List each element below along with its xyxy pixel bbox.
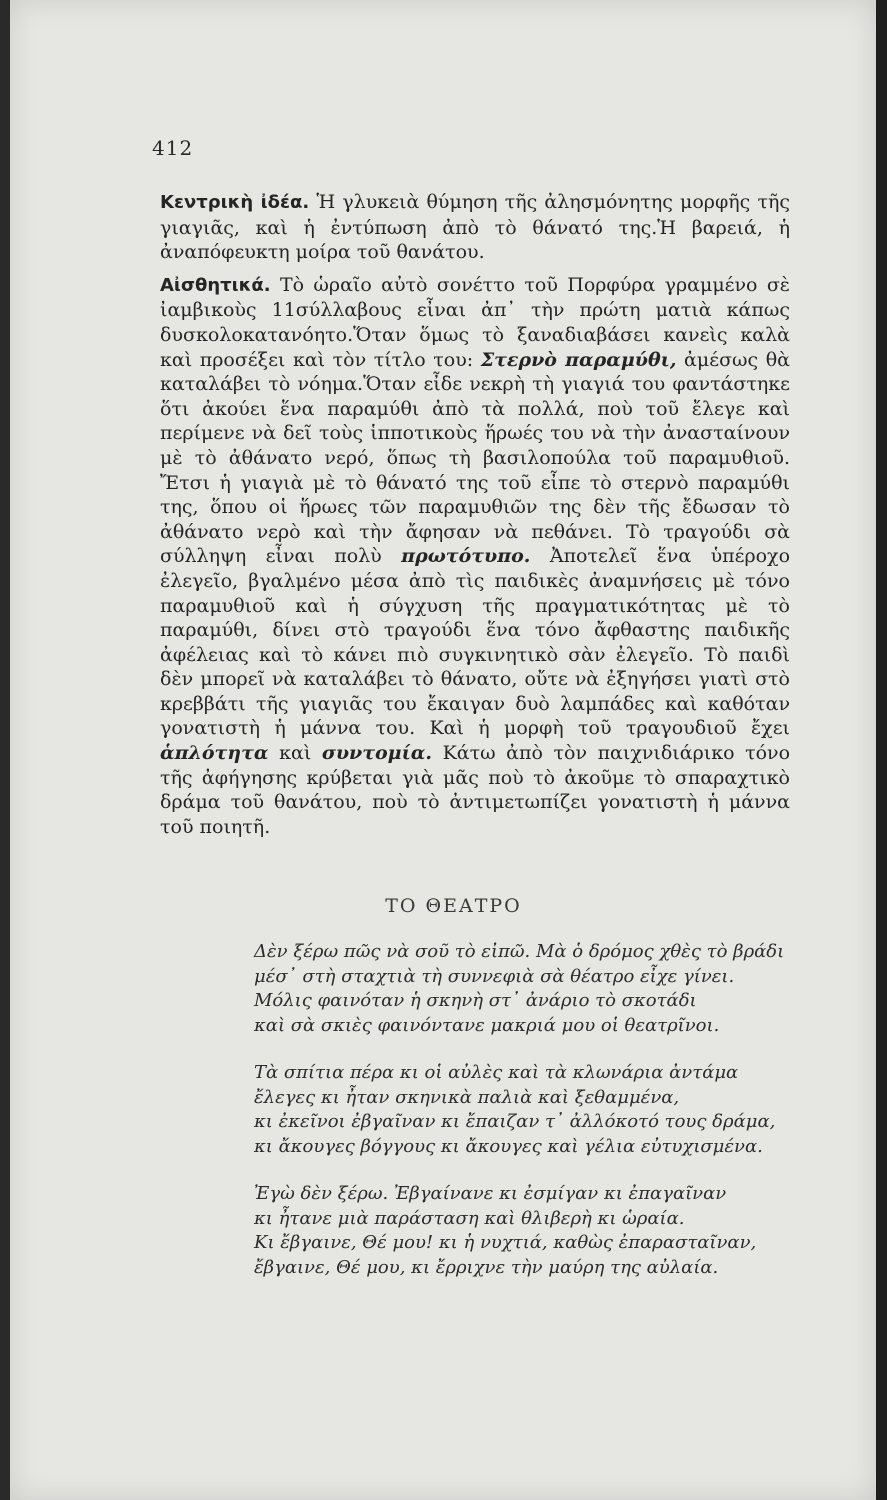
poem-line: καὶ σὰ σκιὲς φαινόντανε μακριά μου οἱ θεατρῖνοι. xyxy=(254,1014,720,1036)
aesthetics-text-4: Κάτω ἀπὸ τὸν παιχνιδιάρικο τόνο τῆς ἀφήγησης κρύβεται γιὰ μᾶς ποὺ τὸ ἀκοῦμε τὸ σπαραχτικὸ δράμα τοῦ θανάτου, ποὺ τὸ ἀντιμετωπίζει γονατιστὴ ἡ μάννα τοῦ ποιητῆ. xyxy=(160,742,791,838)
aesthetics-text-1: Τὸ ὡραῖο αὐτὸ σονέττο τοῦ Πορφύρα γραμμένο σὲ ἰαμβικοὺς 11σύλλαβους εἶναι ἀπ᾽ τὴν πρώτη ματιὰ κάπως δυσκολοκατανόητο.Ὅταν ὅμως τὸ ξαναδιαβάσει κανεὶς καλὰ καὶ προσέξει καὶ τὸν τίτλο του: xyxy=(160,273,790,371)
poem xyxy=(254,940,854,1280)
poem-line: Δὲν ξέρω πῶς νὰ σοῦ τὸ εἰπῶ. Μὰ ὁ δρόμος χθὲς τὸ βράδι xyxy=(254,941,785,962)
aesthetics-text-2: ἀμέσως θὰ καταλάβει τὸ νόημα.Ὅταν εἶδε νεκρὴ τὴ γιαγιά του φαντάστηκε ὅτι ἀκούει ἕνα παραμύθι ἀπὸ τὰ πολλά, ποὺ τοῦ ἔλεγε καὶ περίμενε νὰ δεῖ τοὺς ἱπποτικοὺς ἥρωές του νὰ τὴν ἀνασταίνουν μὲ τὸ ἀθάνατο νερό, ὅπως τὴ βασιλοπούλα τοῦ παραμυθιοῦ. Ἔτσι ἡ γιαγιὰ μὲ τὸ θάνατό της τοῦ εἶπε τὸ στερνὸ παραμύθι της, ὅπου οἱ ἥρωες τῶν παραμυθιῶν της δὲν τῆς ἔδωσαν τὸ ἀθάνατο νερὸ καὶ τὴν ἄφησαν νὰ πεθάνει. Τὸ τραγούδι σὰ σύλληψη εἶναι πολὺ xyxy=(160,348,791,568)
emphasis-brevity: συντομία. xyxy=(321,742,433,765)
commentary-text xyxy=(160,190,790,839)
poem-stanza xyxy=(254,1182,854,1280)
poem-title: ΤΟ ΘΕΑΤΡΟ xyxy=(385,895,522,917)
poem-line: Μόλις φαινόταν ἡ σκηνὴ στ᾽ ἀνάριο τὸ σκοτάδι xyxy=(254,990,697,1011)
aesthetics-text-3: Ἀποτελεῖ ἕνα ὑπέροχο ἐλεγεῖο, βγαλμένο μέσα ἀπὸ τὶς παιδικὲς ἀναμνήσεις μὲ τόνο παραμυθιοῦ καὶ ἡ σύγχυση τῆς πραγματικότητας μὲ τὸ παραμύθι, δίνει στὸ τραγούδι ἕνα τόνο ἄφθαστης παιδικῆς ἀφέλειας καὶ τὸ κάνει πιὸ συγκινητικὸ σὰν ἐλεγεῖο. Τὸ παιδὶ δὲν μπορεῖ νὰ καταλάβει τὸ θάνατο, οὔτε νὰ ἐξηγήσει γιατὶ στὸ κρεββάτι τῆς γιαγιᾶς του ἔκαιγαν δυὸ λαμπάδες καὶ καθόταν γονατιστὴ ἡ μάννα του. Καὶ ἡ μορφὴ τοῦ τραγουδιοῦ ἔχει xyxy=(160,545,791,740)
scan-edge-right xyxy=(876,0,887,1500)
aesthetics-label: Αἰσθητικά. xyxy=(160,274,271,296)
poem-stanza xyxy=(254,940,854,1038)
aesthetics-paragraph xyxy=(160,273,790,840)
poem-line: Ἐγὼ δὲν ξέρω. Ἐβγαίνανε κι ἐσμίγαν κι ἐπαγαῖναν xyxy=(254,1183,727,1204)
scan-edge-left xyxy=(0,0,10,1500)
poem-stanza xyxy=(254,1061,854,1159)
central-idea-label: Κεντρικὴ ἰδέα. xyxy=(160,192,310,213)
central-idea-text: Ἡ γλυκειὰ θύμηση τῆς ἀλησμόνητης μορφῆς τῆς γιαγιᾶς, καὶ ἡ ἐντύπωση ἀπὸ τὸ θάνατό της.Ἡ βαρειά, ἡ ἀναπόφευκτη μοίρα τοῦ θανάτου. xyxy=(160,191,790,264)
emphasis-title: Στερνὸ παραμύθι, xyxy=(480,348,677,371)
poem-line: κι ἦτανε μιὰ παράσταση καὶ θλιβερὴ κι ὡραία. xyxy=(254,1207,685,1229)
poem-line: μέσ᾽ στὴ σταχτιὰ τὴ συννεφιὰ σὰ θέατρο εἶχε γίνει. xyxy=(254,965,735,987)
page-number: 412 xyxy=(152,136,194,160)
emphasis-original: πρωτότυπο. xyxy=(401,545,531,568)
poem-line: ἔλεγες κι ἦταν σκηνικὰ παλιὰ καὶ ξεθαμμένα, xyxy=(254,1086,680,1108)
poem-line: κι ἐκεῖνοι ἐβγαῖναν κι ἔπαιζαν τ᾽ ἀλλόκοτό τους δράμα, xyxy=(254,1111,776,1132)
emphasis-simplicity: ἁπλότητα xyxy=(160,742,269,765)
poem-line: κι ἄκουγες βόγγους κι ἄκουγες καὶ γέλια εὐτυχισμένα. xyxy=(254,1135,763,1157)
central-idea-paragraph xyxy=(160,190,790,265)
poem-line: ἔβγαινε, Θέ μου, κι ἔρριχνε τὴν μαύρη της αὐλαία. xyxy=(254,1256,719,1278)
book-page xyxy=(10,0,876,1500)
aesthetics-conjunction: καὶ xyxy=(279,742,312,765)
poem-line: Κι ἔβγαινε, Θέ μου! κι ἡ νυχτιά, καθὼς ἐπαρασταῖναν, xyxy=(254,1232,757,1253)
poem-line: Τὰ σπίτια πέρα κι οἱ αὐλὲς καὶ τὰ κλωνάρια ἀντάμα xyxy=(254,1062,739,1083)
